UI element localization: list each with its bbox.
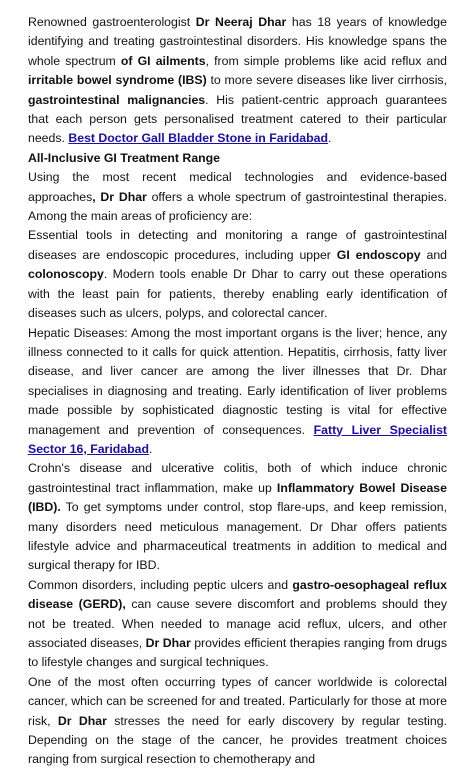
hepatic-diseases-paragraph: Hepatic Diseases: Among the most important organs is the liver; hence, any illness connected to it calls for quick attention. Hepatitis, cirrhosis, fatty liver disease, and liver cancer are among the liver illnesses that Dr. Dhar specialises in diagnosing and treating. Early identification of liver problems made possible by sophisticated diagnostic testing is vital for effective management and prevention of consequences. Fatty Liver Specialist Sector 16, Faridabad.: [28, 325, 447, 456]
colorectal-cancer-paragraph: One of the most often occurring types of cancer worldwide is colorectal cancer, which can be screened for and treated. Particularly for those at more risk, Dr Dhar stresses the need for early discovery by regular testing. Depending on the stage of the cancer, he provides treatment choices ranging from surgical resection to chemotherapy and: [28, 674, 447, 767]
section-heading: All-Inclusive GI Treatment Range: [28, 150, 221, 165]
ibd-paragraph: Crohn's disease and ulcerative colitis, both of which induce chronic gastrointestinal tract inflammation, make up Inflammatory Bowel Disease (IBD). To get symptoms under control, stop flare-ups, and keep remission, many disorders need meticulous management. Dr Dhar offers patients lifestyle advice and pharmaceutical treatments in addition to medical and surgical therapy for IBD.: [28, 461, 447, 573]
endoscopy-paragraph: Essential tools in detecting and monitoring a range of gastrointestinal diseases are endoscopic procedures, including upper GI endoscopy and colonoscopy. Modern tools enable Dr Dhar to carry out these operations with the least pain for patients, thereby enabling early identification of diseases such as ulcers, polyps, and colorectal cancer.: [28, 228, 448, 321]
doctor-name: Dr Neeraj Dhar: [195, 15, 287, 29]
treatment-intro-paragraph: Using the most recent medical technologies and evidence-based approaches, Dr Dhar offers a whole spectrum of gastrointestinal therapies. Among the main areas of proficiency are:: [28, 170, 448, 224]
intro-paragraph: Renowned gastroenterologist Dr Neeraj Dhar has 18 years of knowledge identifying and treating gastrointestinal disorders. His knowledge spans the whole spectrum of GI ailments, from simple problems like acid reflux and irritable bowel syndrome (IBS) to more severe diseases like liver cirrhosis, gastrointestinal malignancies. His patient-centric approach guarantees that each person gets personalised treatment catered to their particular needs. Best Doctor Gall Bladder Stone in Faridabad.: [28, 15, 448, 146]
fatty-liver-specialist-link[interactable]: Fatty Liver Specialist Sector 16, Faridabad: [28, 422, 447, 456]
gall-bladder-stone-link[interactable]: Best Doctor Gall Bladder Stone in Faridabad: [68, 131, 328, 146]
gerd-paragraph: Common disorders, including peptic ulcers and gastro-oesophageal reflux disease (GERD), can cause severe discomfort and problems should they not be treated. When needed to manage acid reflux, ulcers, and other associated diseases, Dr Dhar provides efficient therapies ranging from drugs to lifestyle changes and surgical techniques.: [28, 577, 448, 670]
